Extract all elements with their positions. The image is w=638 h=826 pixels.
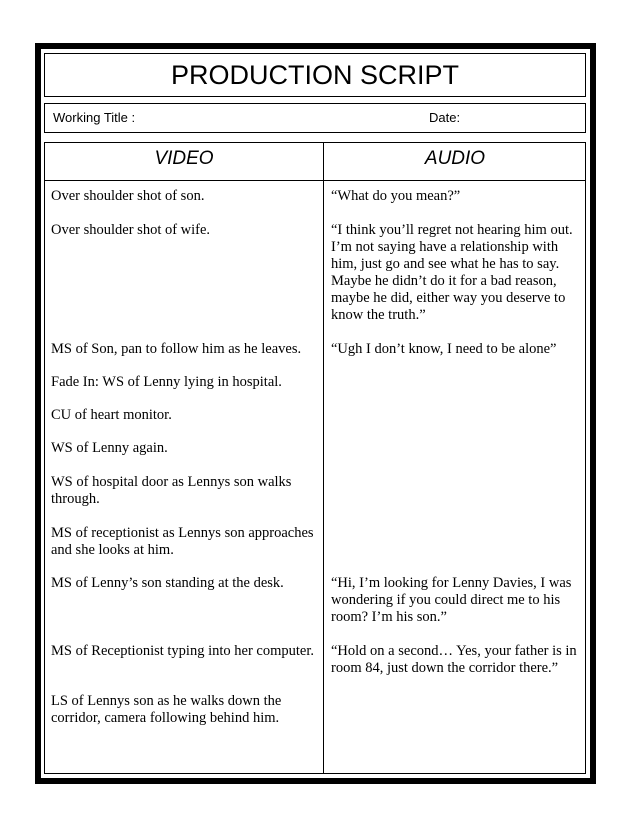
audio-cell: “Ugh I don’t know, I need to be alone” [331,341,557,357]
video-cell: Fade In: WS of Lenny lying in hospital. [51,374,282,390]
video-cell: MS of Receptionist typing into her computer. [51,643,314,659]
date-label: Date: [429,110,461,125]
video-column-header: VIDEO [154,148,214,169]
page-title: PRODUCTION SCRIPT [170,60,459,90]
video-cell: Over shoulder shot of son. [51,188,205,204]
video-cell: WS of hospital door as Lennys son walks through. [51,474,292,507]
video-cell: MS of Son, pan to follow him as he leaves. [51,341,302,357]
audio-cell: “Hold on a second… Yes, your father is in room 84, just down the corridor there.” [331,643,577,676]
info-box [44,103,586,133]
audio-cell: “What do you mean?” [331,188,461,204]
video-cell: LS of Lennys son as he walks down the corridor, camera following behind him. [51,693,282,726]
video-cell: CU of heart monitor. [51,407,172,423]
audio-cell: “Hi, I’m looking for Lenny Davies, I was wondering if you could direct me to his room? I’m his son.” [331,575,572,625]
video-cell: MS of Lenny’s son standing at the desk. [51,575,284,591]
column-divider [323,143,324,773]
title-box [44,53,586,97]
audio-cell: “I think you’ll regret not hearing him out. I’m not saying have a relationship with him, just go and see what he has to say. Maybe he didn’t do it for a bad reason, maybe he did, either way you deserve to know the truth.” [331,222,573,323]
video-cell: Over shoulder shot of wife. [51,222,211,238]
video-cell: WS of Lenny again. [51,440,168,456]
working-title-label: Working Title : [53,110,136,125]
video-cell: MS of receptionist as Lennys son approaches and she looks at him. [51,525,314,558]
audio-column-header: AUDIO [424,148,486,169]
header-divider [45,180,585,181]
